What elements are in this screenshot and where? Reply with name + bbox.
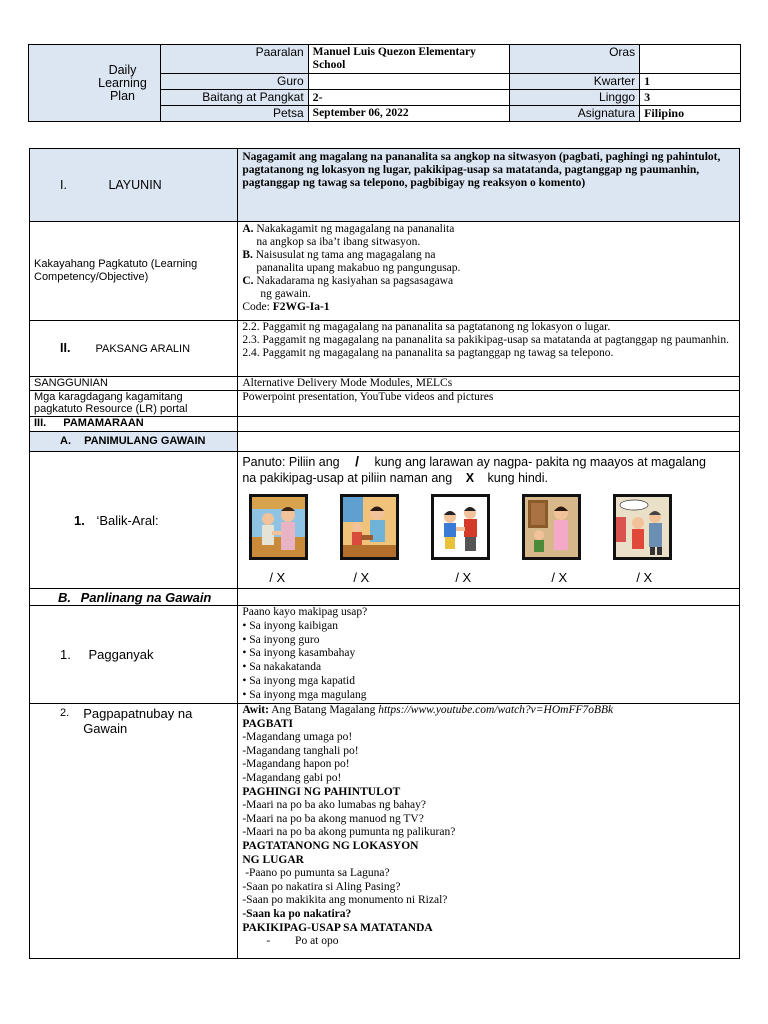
panlinang-letter: B.	[58, 589, 71, 605]
code-value: F2WG-Ia-1	[272, 301, 330, 313]
kwarter-label: Kwarter	[510, 74, 640, 90]
panimulang-row	[30, 432, 740, 452]
pagganyak-row	[30, 606, 740, 704]
balik-aral-label: ‘Balik-Aral:	[96, 512, 159, 528]
layunin-label: LAYUNIN	[108, 177, 162, 192]
pagganyak-content	[238, 606, 740, 704]
pagbati-title: PAGBATI	[242, 717, 294, 730]
paghingi-item: -Maari na po ba akong pumunta ng palikuran?	[242, 826, 456, 839]
linggo-label: Linggo	[510, 90, 640, 106]
karagdagan-value: Powerpoint presentation, YouTube videos and pictures	[238, 391, 740, 417]
answer-marks	[242, 570, 735, 586]
paksa-items	[238, 321, 740, 377]
layunin-text: Nagagamit ang magalang na pananalita sa angkop na sitwasyon (pagbati, paghingi ng pahintulot, pagtatanong ng lokasyon ng lugar, pakikipag-usap sa matatanda, pagtanggap ng paumanhin, pagtanggap ng tawag sa telepono, pagbibigay ng reaksyon o komento)	[238, 149, 740, 222]
picture-arguing	[613, 494, 672, 560]
panuto-line1	[242, 453, 735, 470]
panlinang-label-cell	[30, 589, 238, 606]
header-table	[28, 44, 741, 122]
asignatura-value: Filipino	[640, 106, 741, 122]
pagbati-item: -Magandang hapon po!	[242, 758, 350, 771]
pagpapatnubay-row	[30, 704, 740, 959]
picture-giving	[340, 494, 399, 560]
awit-link[interactable]: https://www.youtube.com/watch?v=HOmFF7oBBk	[378, 704, 614, 716]
kakayahan-objectives	[238, 222, 740, 321]
pagganyak-item: • Sa nakakatanda	[242, 661, 322, 674]
picture-asking	[522, 494, 581, 560]
plan-title	[29, 45, 161, 122]
baitang-value: 2-	[308, 90, 510, 106]
balik-aral-label-cell	[30, 452, 238, 589]
oras-value	[640, 45, 741, 74]
objective-b-line1: Naisusulat ng tama ang magagalang na	[255, 249, 436, 261]
karagdagan-row	[30, 391, 740, 417]
pagbati-item: -Magandang tanghali po!	[242, 744, 359, 757]
pagganyak-label-cell	[30, 606, 238, 704]
kakayahan-label: Kakayahang Pagkatuto (Learning Competency/Objective)	[30, 222, 238, 321]
awit-title: Ang Batang Magalang	[271, 704, 376, 716]
panlinang-label: Panlinang na Gawain	[80, 589, 212, 605]
objective-a-letter: A.	[242, 223, 254, 235]
linggo-value: 3	[640, 90, 741, 106]
objective-c-line1: Nakadarama ng kasiyahan sa pagsasagawa	[256, 275, 454, 287]
plan-title-line2: Learning	[98, 75, 147, 90]
pagganyak-item: • Sa inyong mga magulang	[242, 688, 367, 701]
answer-mark: / X	[636, 570, 653, 585]
panuto-slash: /	[355, 453, 359, 469]
lokasyon-item: -Paano po pumunta sa Laguna?	[242, 867, 390, 880]
panimulang-label-cell	[30, 432, 238, 452]
guro-label: Guro	[160, 74, 308, 90]
pagpapatnubay-label	[83, 706, 192, 736]
sanggunian-value: Alternative Delivery Mode Modules, MELCs	[238, 377, 740, 391]
panimulang-empty	[238, 432, 740, 452]
layunin-label-cell	[30, 149, 238, 222]
asignatura-label: Asignatura	[510, 106, 640, 122]
panimulang-label: PANIMULANG GAWAIN	[84, 435, 206, 447]
balik-aral-num: 1.	[74, 512, 85, 528]
picture-bowing	[431, 494, 490, 560]
pakikipag-item	[242, 935, 735, 949]
panlinang-row	[30, 589, 740, 606]
lokasyon-title-line1: PAGTATANONG NG LOKASYON	[242, 839, 419, 852]
picture-greeting	[249, 494, 308, 560]
petsa-value: September 06, 2022	[308, 106, 510, 122]
balik-aral-content	[238, 452, 740, 589]
paksa-item: 2.3. Paggamit ng magagalang na pananalita sa pakikipag-usap sa matatanda at pagtanggap ng paumanhin.	[242, 334, 730, 346]
answer-mark: / X	[269, 570, 286, 585]
pamamaraan-empty	[238, 417, 740, 432]
picture-row	[242, 494, 735, 560]
pakikipag-dash: -	[266, 935, 271, 948]
pagpapatnubay-label-line1: Pagpapatnubay na	[83, 706, 193, 721]
objective-b-line2: pananalita upang makabuo ng pangungusap.	[256, 262, 461, 274]
plan-title-line3: Plan	[109, 88, 135, 103]
karagdagan-label: Mga karagdagang kagamitang pagkatuto Resource (LR) portal	[30, 391, 238, 417]
awit-line	[242, 704, 735, 718]
balik-aral-row	[30, 452, 740, 589]
panuto-x: X	[465, 471, 475, 485]
pagbati-item: -Magandang umaga po!	[242, 731, 353, 744]
pamamaraan-row	[30, 417, 740, 432]
pagganyak-num: 1.	[60, 647, 71, 662]
objective-c-line2: ng gawain.	[260, 288, 311, 300]
kwarter-value: 1	[640, 74, 741, 90]
paksa-row	[30, 321, 740, 377]
objective-a-line2: na angkop sa iba’t ibang sitwasyon.	[256, 236, 421, 248]
pagganyak-item: • Sa inyong kaibigan	[242, 619, 339, 632]
objective-c-letter: C.	[242, 275, 254, 287]
answer-mark: / X	[551, 570, 568, 585]
lokasyon-item: -Saan po makikita ang monumento ni Rizal?	[242, 894, 448, 907]
pagganyak-item: • Sa inyong guro	[242, 633, 320, 646]
objective-b-letter: B.	[242, 249, 253, 261]
layunin-row	[30, 149, 740, 222]
pagpapatnubay-num: 2.	[60, 707, 70, 719]
answer-mark: / X	[455, 570, 472, 585]
pakikipag-text: Po at opo	[295, 935, 339, 948]
pagbati-item: -Magandang gabi po!	[242, 771, 342, 784]
sanggunian-row	[30, 377, 740, 391]
paaralan-value: Manuel Luis Quezon Elementary School	[308, 45, 510, 74]
petsa-label: Petsa	[160, 106, 308, 122]
lesson-table	[29, 148, 740, 959]
pamamaraan-num: III.	[34, 417, 47, 429]
guro-value	[308, 74, 510, 90]
pagganyak-question: Paano kayo makipag usap?	[242, 606, 368, 618]
objective-a-line1: Nakakagamit ng magagalang na pananalita	[256, 223, 455, 235]
panimulang-letter: A.	[60, 435, 71, 447]
lokasyon-item-bold: -Saan ka po nakatira?	[242, 907, 352, 920]
plan-title-line1: Daily	[108, 62, 137, 77]
code-label: Code:	[242, 301, 270, 313]
panlinang-empty	[238, 589, 740, 606]
panuto-text-4: kung hindi.	[487, 471, 548, 485]
pagganyak-label: Pagganyak	[88, 647, 154, 662]
panuto-text-2: kung ang larawan ay nagpa- pakita ng maayos at magalang	[374, 455, 706, 469]
pamamaraan-label: PAMAMARAAN	[63, 417, 144, 429]
pagpapatnubay-label-cell	[30, 704, 238, 959]
paksa-item: 2.2. Paggamit ng magagalang na pananalita sa pagtatanong ng lokasyon o lugar.	[242, 321, 611, 333]
panuto-text-3: na pakikipag-usap at piliin naman ang	[242, 471, 453, 485]
pagpapatnubay-label-line2: Gawain	[83, 721, 128, 736]
paksa-label: PAKSANG ARALIN	[95, 342, 191, 355]
sanggunian-label: SANGGUNIAN	[30, 377, 238, 391]
panuto-line2	[242, 470, 735, 486]
paksa-num: II.	[60, 340, 71, 355]
paksa-label-cell	[30, 321, 238, 377]
lokasyon-item: -Saan po nakatira si Aling Pasing?	[242, 880, 401, 893]
paaralan-label: Paaralan	[160, 45, 308, 74]
paghingi-item: -Maari na po ba ako lumabas ng bahay?	[242, 799, 426, 812]
layunin-num: I.	[60, 177, 67, 192]
answer-mark: / X	[353, 570, 370, 585]
pamamaraan-label-cell	[30, 417, 238, 432]
pagpapatnubay-content	[238, 704, 740, 959]
pagganyak-item: • Sa inyong mga kapatid	[242, 674, 355, 687]
awit-label: Awit:	[242, 704, 269, 716]
baitang-label: Baitang at Pangkat	[160, 90, 308, 106]
lokasyon-title-line2: NG LUGAR	[242, 853, 304, 866]
pakikipag-title: PAKIKIPAG-USAP SA MATATANDA	[242, 921, 433, 934]
paksa-item: 2.4. Paggamit ng magagalang na pananalita sa pagtanggap ng tawag sa telepono.	[242, 347, 614, 359]
panuto-text-1: Panuto: Piliin ang	[242, 455, 340, 469]
paghingi-title: PAGHINGI NG PAHINTULOT	[242, 785, 401, 798]
paghingi-item: -Maari na po ba akong manuod ng TV?	[242, 812, 424, 825]
pagganyak-item: • Sa inyong kasambahay	[242, 647, 356, 660]
kakayahan-row	[30, 222, 740, 321]
oras-label: Oras	[510, 45, 640, 74]
